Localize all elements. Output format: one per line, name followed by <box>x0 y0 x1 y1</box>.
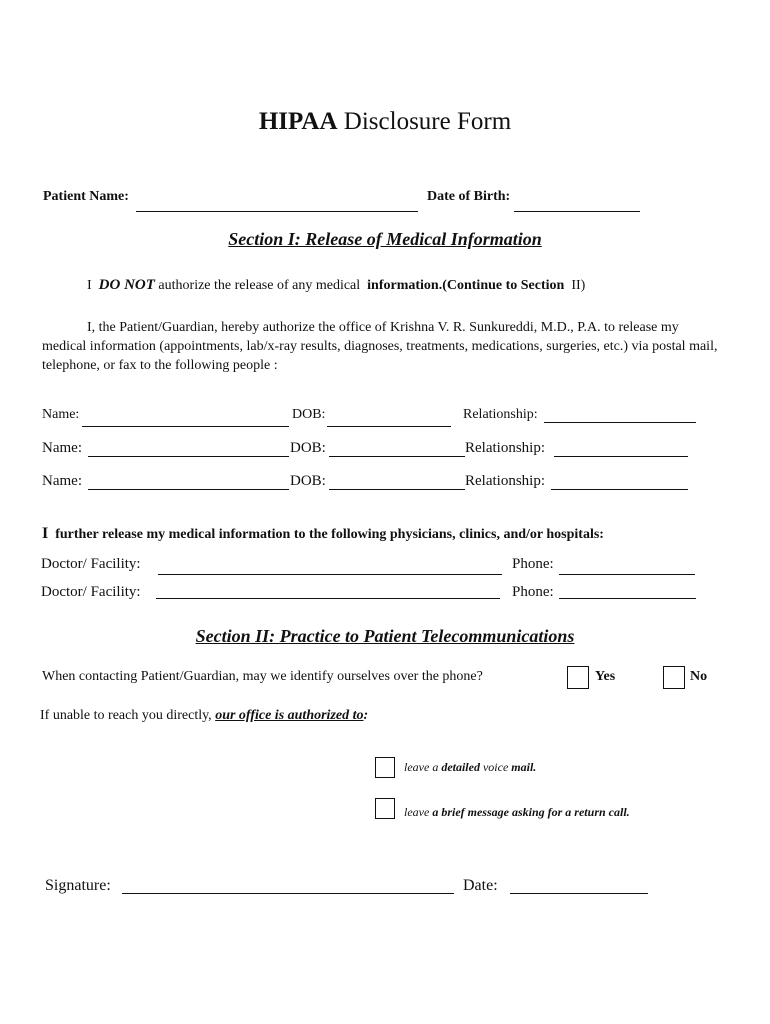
doctor2-phone-field[interactable] <box>559 598 696 599</box>
do-not-emphasis: DO NOT <box>98 277 155 293</box>
unable-prefix: If unable to reach you directly, <box>40 708 212 723</box>
row1-dob-field[interactable] <box>327 426 451 427</box>
row1-dob-label: DOB: <box>292 407 326 422</box>
doctor1-field[interactable] <box>158 574 502 575</box>
row2-dob-label: DOB: <box>290 440 326 456</box>
signature-date-label: Date: <box>463 877 498 894</box>
row3-dob-field[interactable] <box>329 489 465 490</box>
opt2-b: a brief message asking for a return call. <box>432 805 630 819</box>
yes-checkbox[interactable] <box>567 666 589 689</box>
further-release-text <box>42 525 604 543</box>
detailed-voicemail-checkbox[interactable] <box>375 757 395 778</box>
row3-dob-label: DOB: <box>290 473 326 489</box>
brief-message-checkbox[interactable] <box>375 798 395 819</box>
row2-relationship-label: Relationship: <box>465 440 545 456</box>
row2-relationship-field[interactable] <box>554 456 688 457</box>
further-prefix: I <box>42 525 49 542</box>
do-not-end: II) <box>571 278 586 293</box>
brief-message-label <box>404 805 630 820</box>
row1-relationship-label: Relationship: <box>463 407 538 422</box>
signature-label: Signature: <box>45 877 111 894</box>
title-rest: Disclosure Form <box>337 108 512 135</box>
section-1-heading: Section I: Release of Medical Information <box>228 229 542 249</box>
signature-field[interactable] <box>122 893 454 894</box>
row3-relationship-field[interactable] <box>551 489 688 490</box>
row2-name-field[interactable] <box>88 456 289 457</box>
date-of-birth-field[interactable] <box>514 211 640 212</box>
opt1-b: detailed <box>441 760 480 774</box>
date-of-birth-label: Date of Birth: <box>427 189 511 204</box>
authorize-paragraph: I, the Patient/Guardian, hereby authorize the office of Krishna V. R. Sunkureddi, M.D., P.A. to release my medical information (appointments, lab/x-ray results, diagnoses, treatments, medications, surgeries, etc.) via postal mail, telephone, or fax to the following people : <box>42 320 718 373</box>
row1-relationship-field[interactable] <box>544 422 696 423</box>
opt2-a: leave <box>404 805 430 819</box>
yes-label: Yes <box>595 669 616 684</box>
row1-name-field[interactable] <box>82 426 289 427</box>
row3-name-field[interactable] <box>88 489 289 490</box>
doctor2-field[interactable] <box>156 598 500 599</box>
unable-to-reach-line <box>40 708 368 724</box>
row2-dob-field[interactable] <box>329 456 465 457</box>
doctor1-phone-field[interactable] <box>559 574 695 575</box>
opt1-d: mail. <box>511 760 537 774</box>
doctor1-label: Doctor/ Facility: <box>41 556 141 572</box>
no-label: No <box>690 669 708 684</box>
identify-question: When contacting Patient/Guardian, may we identify ourselves over the phone? <box>42 669 483 684</box>
opt1-a: leave a <box>404 760 439 774</box>
doctor1-phone-label: Phone: <box>512 556 554 572</box>
further-body: further release my medical information to the following physicians, clinics, and/or hospitals: <box>55 527 604 542</box>
opt1-c: voice <box>482 760 509 774</box>
no-checkbox[interactable] <box>663 666 685 689</box>
patient-name-label: Patient Name: <box>43 189 129 204</box>
doctor2-label: Doctor/ Facility: <box>41 584 141 600</box>
section-2-heading: Section II: Practice to Patient Telecommunications <box>195 626 575 646</box>
unable-colon: : <box>363 708 369 723</box>
row3-name-label: Name: <box>42 473 82 489</box>
doctor2-phone-label: Phone: <box>512 584 554 600</box>
do-not-prefix: I <box>87 278 92 293</box>
do-not-middle: authorize the release of any medical <box>158 278 361 293</box>
row3-relationship-label: Relationship: <box>465 473 545 489</box>
do-not-authorize-line <box>87 277 585 294</box>
page-title <box>0 108 770 136</box>
row1-name-label: Name: <box>42 407 80 422</box>
do-not-bold: information.(Continue to Section <box>367 278 565 293</box>
signature-date-field[interactable] <box>510 893 648 894</box>
patient-name-field[interactable] <box>136 211 418 212</box>
detailed-voicemail-label <box>404 760 536 775</box>
unable-emphasis: our office is authorized to <box>215 708 364 723</box>
row2-name-label: Name: <box>42 440 82 456</box>
title-hipaa: HIPAA <box>258 108 338 135</box>
